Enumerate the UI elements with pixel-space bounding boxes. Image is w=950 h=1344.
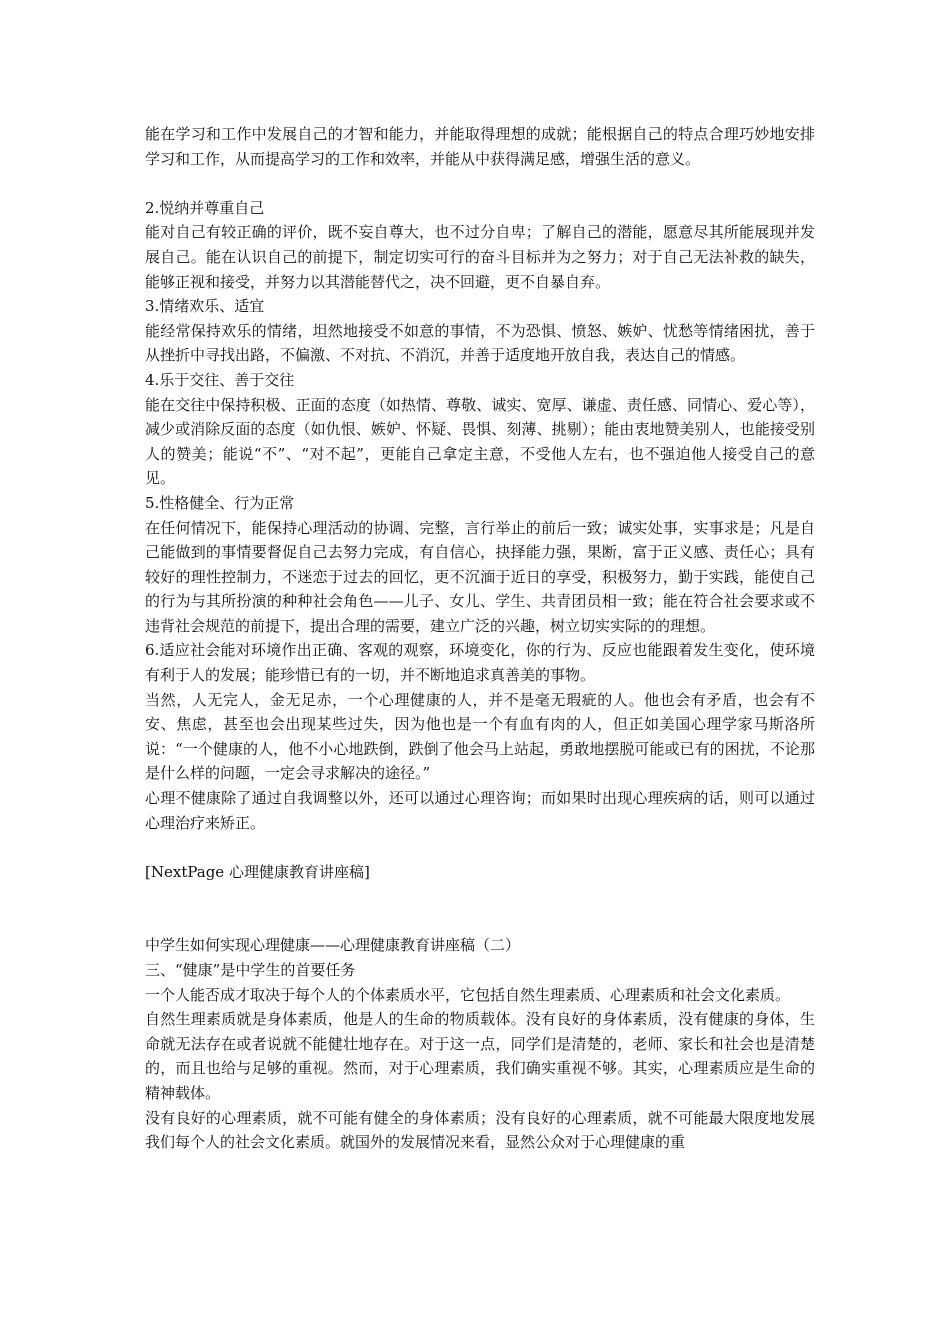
paragraph: 当然，人无完人，金无足赤，一个心理健康的人，并不是毫无瑕疵的人。他也会有矛盾，也会有不安、焦虑，甚至也会出现某些过失，因为他也是一个有血有肉的人，但正如美国心理学家马斯洛所说：“一个健康的人，他不小心地跌倒，跌倒了他会马上站起，勇敢地摆脱可能或已有的困扰，不论那是什么样的问题，一定会寻求解决的途径。” — [145, 690, 815, 783]
section-heading: 2.悦纳并尊重自己 — [145, 198, 265, 217]
spacer — [145, 884, 815, 933]
section-heading: 3.情绪欢乐、适宜 — [145, 297, 265, 316]
paragraph: 能在交往中保持积极、正面的态度（如热情、尊敬、诚实、宽厚、谦虚、责任感、同情心、爱心等），减少或消除反面的态度（如仇恨、嫉妒、怀疑、畏惧、刻薄、挑剔）；能由衷地赞美别人，也能接受别人的赞美；能说“不”、“对不起”，更能自己拿定主意，不受他人左右，也不强迫他人接受自己的意见。 — [145, 395, 815, 488]
section-heading: 4.乐于交往、善于交往 — [145, 370, 295, 389]
lecture-title: 中学生如何实现心理健康——心理健康教育讲座稿（二） — [145, 936, 521, 955]
next-page-marker: [NextPage 心理健康教育讲座稿] — [145, 862, 370, 881]
paragraph: 一个人能否成才取决于每个人的个体素质水平，它包括自然生理素质、心理素质和社会文化素质。 — [145, 985, 791, 1004]
section-heading: 5.性格健全、行为正常 — [145, 493, 295, 512]
paragraph: 能在学习和工作中发展自己的才智和能力，并能取得理想的成就；能根据自己的特点合理巧妙地安排学习和工作，从而提高学习的工作和效率，并能从中获得满足感，增强生活的意义。 — [145, 125, 815, 168]
paragraph: 没有良好的心理素质，就不可能有健全的身体素质；没有良好的心理素质，就不可能最大限度地发展我们每个人的社会文化素质。就国外的发展情况来看，显然公众对于心理健康的重 — [145, 1108, 815, 1152]
spacer — [145, 171, 815, 196]
section-heading: 三、“健康”是中学生的首要任务 — [145, 961, 356, 979]
spacer — [145, 835, 815, 860]
document-page — [145, 122, 815, 1155]
paragraph: 心理不健康除了通过自我调整以外，还可以通过心理咨询；而如果时出现心理疾病的话，则可以通过心理治疗来矫正。 — [145, 789, 815, 832]
paragraph: 自然生理素质就是身体素质，他是人的生命的物质载体。没有良好的身体素质，没有健康的身体，生命就无法存在或者说就不能健壮地存在。对于这一点，同学们是清楚的，老师、家长和社会也是清楚的，而且也给与足够的重视。然而，对于心理素质，我们确实重视不够。其实，心理素质应是生命的精神载体。 — [145, 1010, 815, 1102]
paragraph: 能经常保持欢乐的情绪，坦然地接受不如意的事情，不为恐惧、愤怒、嫉妒、忧愁等情绪困扰，善于从挫折中寻找出路，不偏激、不对抗、不消沉，并善于适度地开放自我，表达自己的情感。 — [145, 321, 815, 365]
paragraph: 6.适应社会能对环境作出正确、客观的观察，环境变化，你的行为、反应也能跟着发生变化，使环境有利于人的发展；能珍惜已有的一切，并不断地追求真善美的事物。 — [145, 641, 815, 685]
paragraph: 在任何情况下，能保持心理活动的协调、完整，言行举止的前后一致；诚实处事，实事求是；凡是自己能做到的事情要督促自己去努力完成，有自信心，抉择能力强，果断，富于正义感、责任心；具有较好的理性控制力，不迷恋于过去的回忆，更不沉湎于近日的享受，积极努力，勤于实践，能使自己的行为与其所扮演的种种社会角色——儿子、女儿、学生、共青团员相一致；能在符合社会要求或不违背社会规范的前提下，提出合理的需要，建立广泛的兴趣，树立切实实际的的理想。 — [145, 518, 815, 635]
paragraph: 能对自己有较正确的评价，既不妄自尊大，也不过分自卑；了解自己的潜能，愿意尽其所能展现并发展自己。能在认识自己的前提下，制定切实可行的奋斗目标并为之努力；对于自己无法补救的缺失，能够正视和接受，并努力以其潜能替代之，决不回避，更不自暴自弃。 — [145, 223, 815, 291]
